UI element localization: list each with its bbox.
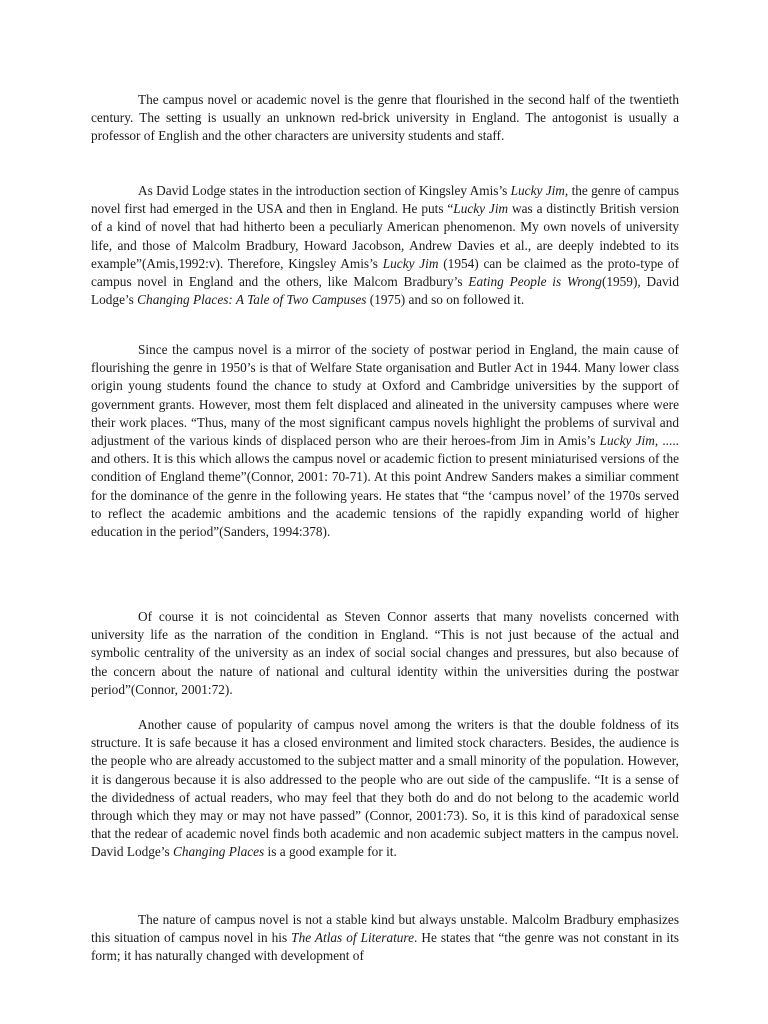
body-text: (1954) can be claimed as the proto-type of campus novel in England and the others, like Malcom Bradbury’s [91,255,679,290]
body-text: . He states that “the genre was not constant in its form; it has naturally changed with development of [91,930,679,964]
italic-title-text: Lucky Jim [510,183,565,198]
italic-title-text: Changing Places: A Tale of Two Campuses [137,292,367,308]
body-text: As David Lodge states in the introduction section of Kingsley Amis’s [138,183,511,198]
body-text: The nature of campus novel is not a stable kind but always unstable. Malcolm Bradbury emphasizes this situation of campus novel in his [91,912,679,946]
italic-title-text: Lucky Jim [599,433,655,449]
italic-title-text: Lucky Jim [382,255,439,271]
body-text: is a good example for it. [264,844,397,860]
body-text: Of course it is not coincidental as Steven Connor asserts that many novelists concerned with university life as the narration of the condition in England. “This is not just because of the actual and symbolic centrality of the university as an index of social social changes and pressures, but also because of the concern about the nature of national and cultural identity within the universities during the postwar period”(Connor, 2001:72). [91,609,679,697]
body-text: , ..... and others. It is this which allows the campus novel or academic fiction to present miniaturised versions of the condition of England theme”(Connor, 2001: 70-71). At this point Andrew Sanders makes a similiar comment for the dominance of the genre in the following years. He states that “the ‘campus novel’ of the 1970s served to reflect the academic ambitions and the academic tensions of the rapidly expanding world of higher education in the period”(Sanders, 1994:378). [91,433,679,540]
italic-title-text: The Atlas of Literature [291,930,415,946]
body-text: (1959), David Lodge’s [91,274,679,308]
paragraph-connor-condition-of-england [91,608,679,699]
body-text: , the genre of campus novel first had emerged in the USA and then in England. He puts “ [91,183,680,217]
paragraph-lodge-lucky-jim [91,182,679,309]
paragraph-postwar-society [91,341,679,541]
italic-title-text: Eating People is Wrong [468,274,602,290]
paragraph-double-foldness [91,716,679,862]
paragraph-bradbury-atlas [91,911,679,966]
paragraph-intro [91,91,679,146]
body-text: The campus novel or academic novel is the genre that flourished in the second half of the twentieth century. The setting is usually an unknown red-brick university in England. The antogonist is usually a professor of English and the other characters are university students and staff. [91,92,679,144]
body-text: Another cause of popularity of campus novel among the writers is that the double foldness of its structure. It is safe because it has a closed environment and limited stock characters. Besides, the audience is the people who are already accustomed to the subject matter and a small minority of the population. However, it is dangerous because it is also addressed to the people who are out side of the campuslife. “It is a sense of the dividedness of actual readers, who may feel that they both do and do not belong to the academic world through which they may or may not have passed” (Connor, 2001:73). So, it is this kind of paradoxical sense that the redear of academic novel finds both academic and non academic subject matters in the campus novel. David Lodge’s [91,717,679,860]
body-text: was a distinctly British version of a kind of novel that had hitherto been a peculiarly American phenomenon. My own novels of university life, and those of Malcolm Bradbury, Howard Jacobson, Andrew Davies et al., are deeply indebted to its example”(Amis,1992:v). Therefore, Kingsley Amis’s [91,201,679,271]
body-text: (1975) and so on followed it. [366,292,525,308]
italic-title-text: Lucky Jim [453,201,509,217]
italic-title-text: Changing Places [172,844,265,860]
body-text: Since the campus novel is a mirror of the society of postwar period in England, the main cause of flourishing the genre in 1950’s is that of Welfare State organisation and Butler Act in 1944. Many lower class origin young students found the chance to study at Oxford and Cambridge universities by the support of government grants. However, most them felt displaced and alineated in the university campuses where were their work places. “Thus, many of the most significant campus novels highlight the problems of survival and adjustment of the various kinds of displaced person who are their heroes-from Jim in Amis’s [91,342,679,449]
